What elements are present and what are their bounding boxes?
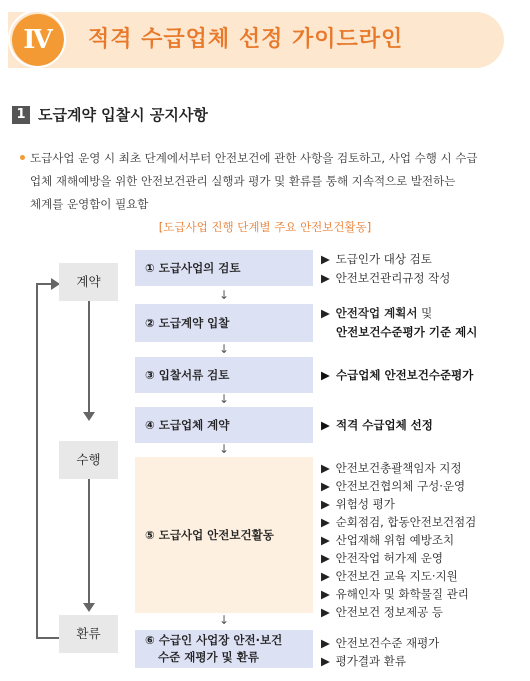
detail-item: ▶ 산업재해 위험 예방조치	[321, 533, 455, 547]
detail-item: ▶ 도급인가 대상 검토	[321, 252, 432, 266]
chapter-number-ring	[8, 10, 66, 68]
step-6-label-line-2: 수준 재평가 및 환류	[158, 650, 259, 664]
detail-item: 안전보건수준평가 기준 제시	[336, 325, 478, 339]
paragraph-line-3: 체계를 운영함이 필요함	[30, 197, 149, 211]
step-5-label: ⑤ 도급사업 안전보건활동	[145, 528, 274, 542]
detail-item: ▶ 적격 수급업체 선정	[321, 418, 433, 432]
marker-icon: ▶	[321, 479, 330, 493]
marker-icon: ▶	[321, 569, 330, 583]
detail-item: ▶ 안전보건 정보제공 등	[321, 605, 443, 619]
stage-arrowhead-2	[83, 603, 95, 612]
step-6-label-line-1: ⑥ 수급인 사업장 안전·보건	[145, 633, 283, 647]
step-1-box	[135, 250, 313, 286]
detail-item: ▶ 안전보건 교육 지도·지원	[321, 569, 458, 583]
step-4-label: ④ 도급업체 계약	[145, 418, 230, 432]
step-1-label: ① 도급사업의 검토	[145, 261, 241, 275]
section-title: 도급계약 입찰시 공지사항	[38, 106, 208, 124]
detail-item: ▶ 평가결과 환류	[321, 654, 406, 668]
step-5-box	[135, 457, 313, 613]
step-4-box	[135, 407, 313, 443]
marker-icon: ▶	[321, 418, 330, 432]
step-arrow-3: ↓	[219, 392, 230, 406]
detail-item: ▶ 유해인자 및 화학물질 관리	[321, 587, 469, 601]
marker-icon: ▶	[321, 306, 330, 320]
stage-connector-2	[88, 478, 90, 606]
chapter-title: 적격 수급업체 선정 가이드라인	[88, 27, 404, 52]
detail-item: ▶ 위험성 평가	[321, 497, 395, 511]
marker-icon: ▶	[321, 605, 330, 619]
step-3-label: ③ 입찰서류 검토	[145, 368, 230, 382]
marker-icon: ▶	[321, 461, 330, 475]
step-6-box	[135, 630, 313, 668]
section-number: 1	[12, 106, 30, 124]
stage-arrowhead-1	[83, 412, 95, 421]
detail-item: ▶ 안전보건협의체 구성·운영	[321, 479, 466, 493]
feedback-line-vertical	[36, 283, 38, 639]
marker-icon: ▶	[321, 252, 330, 266]
feedback-line-bottom	[36, 637, 59, 639]
marker-icon: ▶	[321, 636, 330, 650]
stage-connector-1	[88, 295, 90, 415]
stage-execution: 수행	[59, 441, 118, 479]
step-arrow-5: ↓	[219, 613, 230, 627]
marker-icon: ▶	[321, 533, 330, 547]
marker-icon: ▶	[321, 368, 330, 382]
step-arrow-1: ↓	[219, 288, 230, 302]
detail-item: ▶ 안전보건총괄책임자 지정	[321, 461, 462, 475]
feedback-line-top	[36, 283, 52, 285]
marker-icon: ▶	[321, 515, 330, 529]
step-2-label: ② 도급계약 입찰	[145, 316, 230, 330]
paragraph-line-1: 도급사업 운영 시 최초 단계에서부터 안전보건에 관한 사항을 검토하고, 사업 수행 시 수급	[30, 151, 478, 165]
marker-icon: ▶	[321, 271, 330, 285]
detail-item: ▶ 순회점검, 합동안전보건점검	[321, 515, 477, 529]
step-3-box	[135, 357, 313, 393]
detail-item: ▶ 안전보건수준 재평가	[321, 636, 440, 650]
bullet-dot-icon	[20, 155, 25, 160]
step-2-box	[135, 304, 313, 342]
paragraph-line-2: 업체 재해예방을 위한 안전보건관리 실행과 평가 및 환류를 통해 지속적으로 발전하는	[30, 174, 456, 188]
marker-icon: ▶	[321, 587, 330, 601]
detail-item: ▶ 안전보건관리규정 작성	[321, 271, 451, 285]
step-arrow-4: ↓	[219, 442, 230, 456]
step-arrow-2: ↓	[219, 342, 230, 356]
marker-icon: ▶	[321, 551, 330, 565]
detail-item: ▶ 안전작업 허가제 운영	[321, 551, 443, 565]
marker-icon: ▶	[321, 497, 330, 511]
chapter-number-badge: Ⅳ	[12, 14, 64, 66]
stage-feedback: 환류	[59, 615, 118, 653]
marker-icon: ▶	[321, 654, 330, 668]
detail-item: ▶ 안전작업 계획서 및	[321, 306, 433, 320]
detail-item: ▶ 수급업체 안전보건수준평가	[321, 368, 474, 382]
diagram-caption: [도급사업 진행 단계별 주요 안전보건활동]	[158, 220, 372, 234]
stage-contract: 계약	[59, 263, 118, 301]
